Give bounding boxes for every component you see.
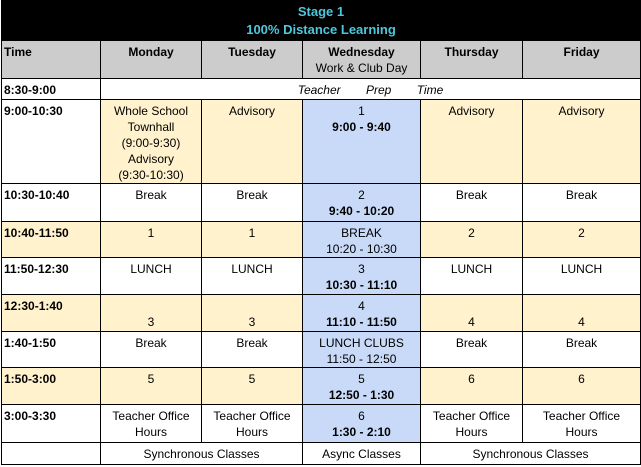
friday-cell: 4 (523, 295, 641, 332)
time-cell: 9:00-10:30 (2, 100, 101, 184)
table-row (2, 258, 641, 295)
header-wednesday-label: Wednesday (328, 45, 395, 59)
wednesday-cell (303, 100, 421, 184)
wednesday-cell (303, 295, 421, 332)
table-row (2, 100, 641, 184)
header-friday: Friday (523, 41, 641, 79)
thursday-cell: LUNCH (421, 258, 523, 295)
wednesday-cell (303, 258, 421, 295)
time-cell: 1:40-1:50 (2, 332, 101, 368)
footer-sync-right: Synchronous Classes (421, 443, 641, 465)
monday-cell (101, 405, 202, 443)
monday-cell: 5 (101, 368, 202, 405)
office-hours-line-1: Teacher Office (542, 409, 621, 423)
header-row (2, 41, 641, 79)
monday-cell (101, 100, 202, 184)
wednesday-time: 12:50 - 1:30 (328, 388, 395, 402)
wednesday-cell (303, 405, 421, 443)
wednesday-lunch-clubs: LUNCH CLUBS (319, 336, 404, 350)
tuesday-cell: Advisory (202, 100, 303, 184)
wednesday-period: 1 (358, 104, 365, 118)
footer-empty-cell (2, 443, 101, 465)
prep-word-3: Time (416, 83, 444, 97)
header-thursday: Thursday (421, 41, 523, 79)
wednesday-time: 9:00 - 9:40 (332, 120, 391, 134)
office-hours-line-2: Hours (235, 425, 268, 439)
thursday-cell: 6 (421, 368, 523, 405)
monday-cell: Break (101, 332, 202, 368)
time-cell: 10:40-11:50 (2, 222, 101, 258)
tuesday-cell (202, 405, 303, 443)
townhall-line-2: Townhall (127, 120, 175, 134)
thursday-cell: 4 (421, 295, 523, 332)
title-cell (2, 1, 641, 41)
table-row (2, 222, 641, 258)
thursday-cell: Break (421, 332, 523, 368)
footer-sync-left: Synchronous Classes (101, 443, 303, 465)
time-cell: 1:50-3:00 (2, 368, 101, 405)
prep-word-1: Teacher (297, 83, 341, 97)
wednesday-cell (303, 222, 421, 258)
townhall-line-4: Advisory (127, 152, 174, 166)
friday-cell: Break (523, 332, 641, 368)
time-cell: 11:50-12:30 (2, 258, 101, 295)
wednesday-period: 5 (358, 372, 365, 386)
townhall-line-5: (9:30-10:30) (118, 168, 184, 182)
friday-cell: LUNCH (523, 258, 641, 295)
header-monday: Monday (101, 41, 202, 79)
table-row (2, 79, 641, 100)
wednesday-break-time: 10:20 - 10:30 (326, 242, 397, 256)
wednesday-period: 3 (358, 262, 365, 276)
thursday-cell: Break (421, 184, 523, 222)
wednesday-break-label: BREAK (341, 226, 382, 240)
tuesday-cell: 3 (202, 295, 303, 332)
friday-cell: 2 (523, 222, 641, 258)
tuesday-cell: Break (202, 184, 303, 222)
wednesday-time: 11:10 - 11:50 (326, 315, 397, 329)
header-wednesday-sub: Work & Club Day (315, 61, 408, 75)
townhall-line-1: Whole School (113, 104, 189, 118)
office-hours-line-1: Teacher Office (112, 409, 190, 423)
thursday-cell: 2 (421, 222, 523, 258)
footer-row (2, 443, 641, 465)
monday-cell: 3 (101, 295, 202, 332)
table-row (2, 368, 641, 405)
tuesday-cell: 5 (202, 368, 303, 405)
friday-cell: Advisory (523, 100, 641, 184)
header-time: Time (2, 41, 101, 79)
tuesday-cell: Break (202, 332, 303, 368)
table-row (2, 405, 641, 443)
office-hours-line-2: Hours (565, 425, 598, 439)
townhall-line-3: (9:00-9:30) (121, 136, 181, 150)
title-banner (2, 1, 641, 41)
table-row (2, 184, 641, 222)
teacher-prep-cell (101, 79, 641, 100)
tuesday-cell: LUNCH (202, 258, 303, 295)
title-line-2: 100% Distance Learning (246, 22, 396, 37)
wednesday-cell (303, 184, 421, 222)
friday-cell: Break (523, 184, 641, 222)
friday-cell: 6 (523, 368, 641, 405)
office-hours-line-2: Hours (455, 425, 488, 439)
header-wednesday (303, 41, 421, 79)
wednesday-time: 1:30 - 2:10 (332, 425, 391, 439)
time-cell: 10:30-10:40 (2, 184, 101, 222)
thursday-cell: Advisory (421, 100, 523, 184)
friday-cell (523, 405, 641, 443)
office-hours-line-2: Hours (134, 425, 167, 439)
time-cell: 12:30-1:40 (2, 295, 101, 332)
thursday-cell (421, 405, 523, 443)
header-tuesday: Tuesday (202, 41, 303, 79)
table-row (2, 332, 641, 368)
monday-cell: 1 (101, 222, 202, 258)
title-line-1: Stage 1 (297, 4, 345, 19)
monday-cell: Break (101, 184, 202, 222)
office-hours-line-1: Teacher Office (432, 409, 511, 423)
monday-cell: LUNCH (101, 258, 202, 295)
wednesday-cell (303, 368, 421, 405)
footer-async: Async Classes (303, 443, 421, 465)
table-row (2, 295, 641, 332)
wednesday-time: 10:30 - 11:10 (325, 278, 398, 292)
wednesday-cell (303, 332, 421, 368)
wednesday-period: 6 (358, 409, 365, 423)
wednesday-period: 2 (358, 188, 365, 202)
prep-word-2: Prep (366, 83, 392, 97)
wednesday-lunch-clubs-time: 11:50 - 12:50 (326, 352, 397, 366)
wednesday-time: 9:40 - 10:20 (328, 204, 395, 218)
time-cell: 8:30-9:00 (2, 79, 101, 100)
office-hours-line-1: Teacher Office (213, 409, 291, 423)
wednesday-period: 4 (358, 299, 365, 313)
schedule-table (1, 0, 641, 465)
tuesday-cell: 1 (202, 222, 303, 258)
time-cell: 3:00-3:30 (2, 405, 101, 443)
